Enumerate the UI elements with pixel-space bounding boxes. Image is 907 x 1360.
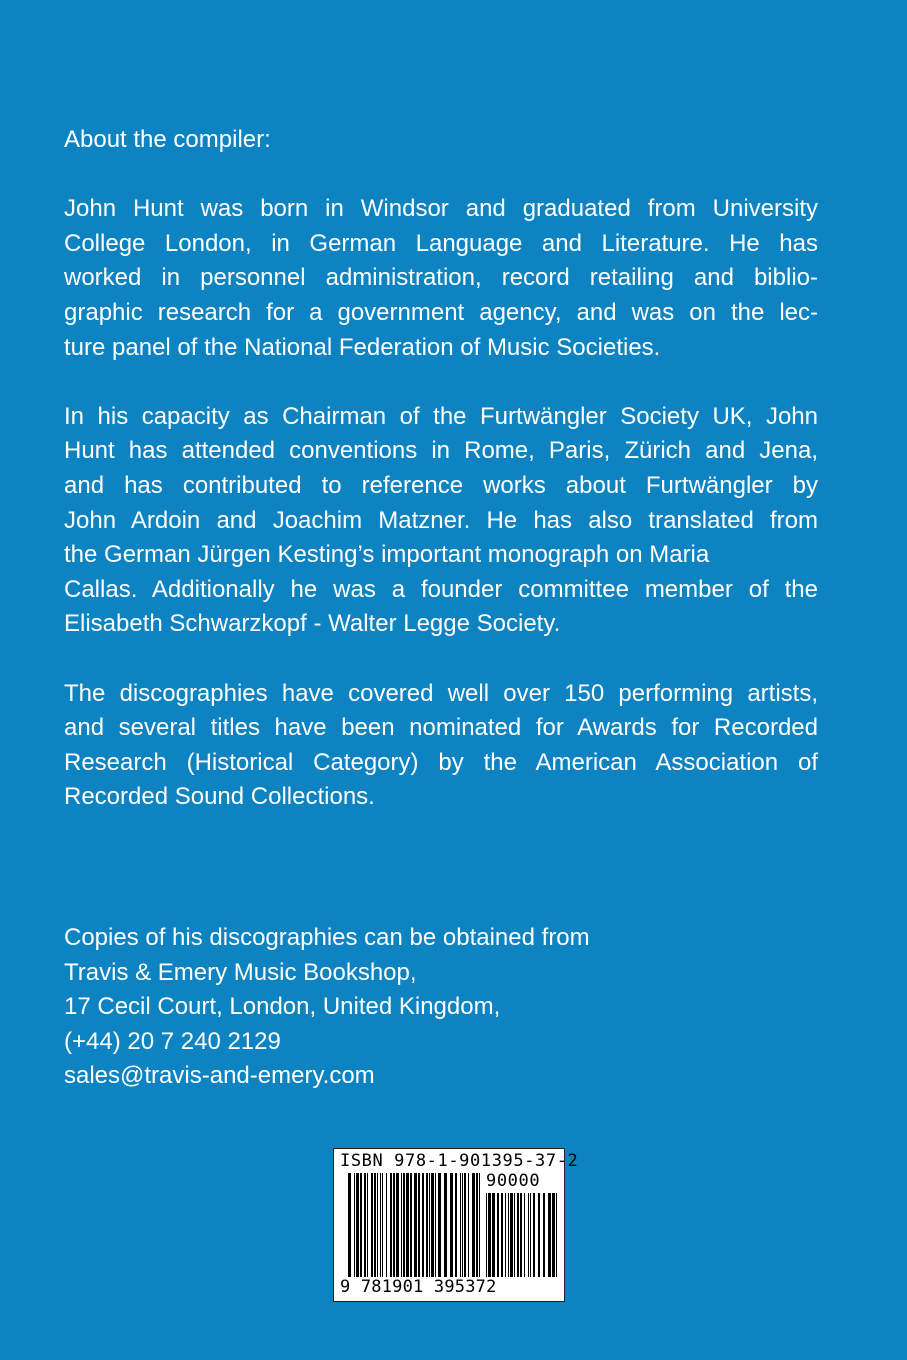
isbn-barcode — [333, 1148, 579, 1302]
barcode-bar — [510, 1193, 513, 1277]
barcode-bar — [348, 1173, 351, 1277]
barcode-bar — [354, 1173, 355, 1277]
barcode-bar — [438, 1173, 441, 1277]
about-compiler-section — [64, 123, 818, 815]
barcode-bar — [418, 1173, 420, 1277]
text-line: College London, in German Language and Literature. He has — [64, 229, 818, 257]
ean-number: 9 781901 395372 — [340, 1277, 497, 1297]
barcode-bar — [422, 1173, 424, 1277]
barcode-bar — [464, 1173, 466, 1277]
shop-name: Travis & Emery Music Bookshop, — [64, 958, 417, 986]
barcode-bar — [508, 1193, 509, 1277]
barcode-bar — [414, 1173, 417, 1277]
barcode-bar — [410, 1173, 412, 1277]
barcode-bar — [450, 1173, 453, 1277]
barcode-bar — [426, 1173, 428, 1277]
text-line: John Hunt was born in Windsor and graduated from University — [64, 195, 818, 223]
barcode-bar — [390, 1173, 392, 1277]
shop-email: sales@travis-and-emery.com — [64, 1062, 375, 1090]
barcode-bar — [367, 1173, 368, 1277]
barcode-bar — [514, 1193, 515, 1277]
section-heading: About the compiler: — [64, 126, 271, 153]
ean-barcode-bars — [348, 1173, 482, 1277]
barcode-bar — [444, 1173, 447, 1277]
shop-address: 17 Cecil Court, London, United Kingdom, — [64, 993, 501, 1021]
text-line: and several titles have been nominated for Awards for Recorded — [64, 714, 818, 742]
barcode-bar — [552, 1193, 555, 1277]
barcode-bar — [538, 1193, 540, 1277]
barcode-bar — [472, 1173, 475, 1277]
biography-paragraph-3 — [64, 677, 818, 815]
barcode-bar — [382, 1173, 383, 1277]
barcode-bar — [460, 1173, 461, 1277]
barcode-bar — [431, 1173, 434, 1277]
text-line: worked in personnel administration, record retailing and biblio- — [64, 264, 818, 292]
barcode-bar — [374, 1173, 376, 1277]
text-line: ture panel of the National Federation of Music Societies. — [64, 333, 661, 361]
barcode-bar — [497, 1193, 499, 1277]
text-line: Research (Historical Category) by the American Association of — [64, 748, 818, 776]
barcode-bar — [401, 1173, 402, 1277]
barcode-bar — [406, 1173, 409, 1277]
barcode-bar — [356, 1173, 359, 1277]
price-code: 90000 — [486, 1171, 541, 1191]
barcode-bar — [380, 1173, 381, 1277]
barcode-bar — [371, 1173, 373, 1277]
barcode-bar — [486, 1193, 487, 1277]
barcode-bar — [393, 1173, 395, 1277]
barcode-bar — [386, 1173, 387, 1277]
text-line: The discographies have covered well over 150 performing artists, — [64, 679, 818, 707]
barcode-bar — [479, 1173, 480, 1277]
barcode-bar — [517, 1193, 519, 1277]
text-line: John Ardoin and Joachim Matzner. He has also translated from — [64, 506, 818, 534]
barcode-bar — [455, 1173, 457, 1277]
barcode-bar — [530, 1193, 531, 1277]
barcode-bar — [488, 1193, 491, 1277]
biography-paragraph-2 — [64, 400, 818, 642]
barcode-bar — [377, 1173, 378, 1277]
shop-phone: (+44) 20 7 240 2129 — [64, 1027, 281, 1055]
barcode-bar — [462, 1173, 463, 1277]
text-line: and has contributed to reference works about Furtwängler by — [64, 471, 818, 499]
barcode-bar — [533, 1193, 535, 1277]
text-line: Recorded Sound Collections. — [64, 783, 375, 811]
addon-barcode-bars — [486, 1193, 558, 1277]
text-line: Hunt has attended conventions in Rome, Paris, Zürich and Jena, — [64, 437, 818, 465]
barcode-bar — [492, 1193, 495, 1277]
barcode-bar — [548, 1193, 551, 1277]
barcode-bar — [364, 1173, 366, 1277]
barcode-bar — [403, 1173, 405, 1277]
barcode-bar — [505, 1193, 506, 1277]
barcode-bar — [468, 1173, 469, 1277]
text-line: Elisabeth Schwarzkopf - Walter Legge Society. — [64, 610, 561, 638]
barcode-bar — [501, 1193, 503, 1277]
barcode-bar — [435, 1173, 436, 1277]
barcode-bar — [429, 1173, 430, 1277]
barcode-bar — [556, 1193, 557, 1277]
barcode-bar — [520, 1193, 522, 1277]
barcode-bar — [524, 1193, 525, 1277]
text-line: graphic research for a government agency, and was on the lec- — [64, 298, 818, 326]
text-line: the German Jürgen Kesting’s important monograph on Maria — [64, 541, 710, 569]
barcode-bar — [528, 1193, 529, 1277]
isbn-label: ISBN 978-1-901395-37-2 — [340, 1151, 579, 1171]
barcode-bar — [543, 1193, 545, 1277]
barcode-bar — [476, 1173, 478, 1277]
barcode-bar — [396, 1173, 399, 1277]
contact-block — [64, 921, 590, 1094]
barcode-bar — [360, 1173, 362, 1277]
biography-paragraph-1 — [64, 192, 818, 365]
text-line: Callas. Additionally he was a founder committee member of the — [64, 575, 818, 603]
text-line: In his capacity as Chairman of the Furtwängler Society UK, John — [64, 402, 818, 430]
contact-intro: Copies of his discographies can be obtained from — [64, 924, 590, 951]
